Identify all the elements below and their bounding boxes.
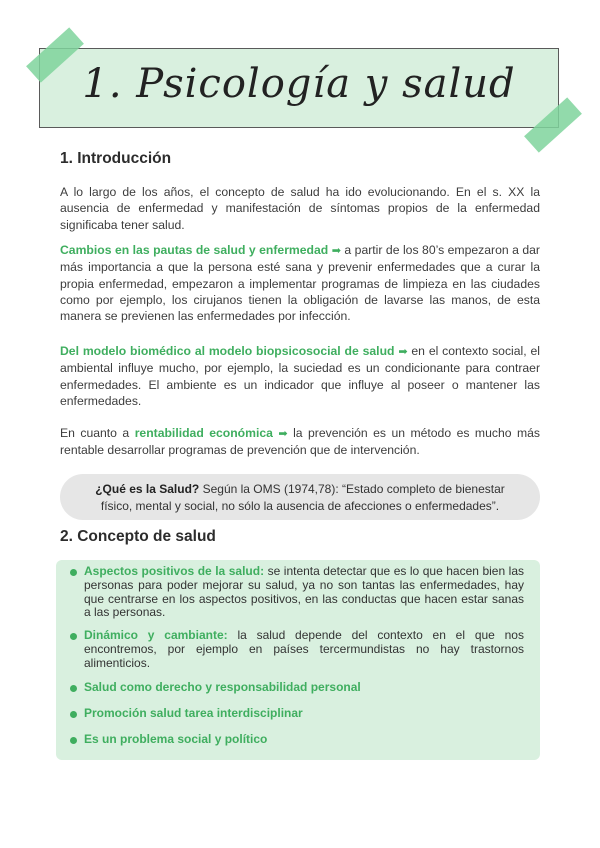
list-item-text: la salud depende del contexto en el que nos encontremos, por ejemplo en países tercermundistas no hay trastornos alimenticios. [84, 628, 524, 670]
list-item-label: Dinámico y cambiante: [84, 628, 228, 642]
rentabilidad-prefix: En cuanto a [60, 426, 130, 440]
oms-question: ¿Qué es la Salud? [95, 482, 200, 496]
list-item-label: Es un problema social y político [84, 732, 268, 746]
oms-text: Según la OMS (1974,78): “Estado completo de bienestar físico, mental y social, no sólo la ausencia de afecciones o enfermedades”. [100, 482, 505, 513]
intro-paragraph: A lo largo de los años, el concepto de salud ha ido evolucionando. En el s. XX la ausencia de enfermedad y manifestación de síntomas propios de la enfermedad significaba tener salud. [60, 185, 540, 232]
oms-definition-box [60, 474, 540, 520]
list-item [84, 707, 524, 721]
list-item-text: se intenta detectar que es lo que hacen bien las personas para poder mejorar su salud, ya no son tantas las enfermedades, hay que centrarse en los aspectos positivos, en las conductas que hacen estar sanas a las personas. [84, 564, 524, 620]
rentabilidad-text: la prevención es un método es mucho más rentable desarrollar programas de prevención que de intervención. [60, 426, 540, 458]
modelo-label: Del modelo biomédico al modelo biopsicosocial de salud [60, 344, 395, 358]
bullet-icon [70, 569, 77, 576]
paragraph-modelo [60, 343, 540, 409]
section1-heading: 1. Introducción [60, 150, 172, 167]
list-item-label: Aspectos positivos de la salud: [84, 564, 265, 578]
list-item-label: Salud como derecho y responsabilidad personal [84, 680, 361, 694]
list-item [84, 565, 524, 620]
bullet-icon [70, 685, 77, 692]
list-item-label: Promoción salud tarea interdisciplinar [84, 706, 303, 720]
arrow-right-icon: ➡ [331, 245, 341, 257]
list-item [84, 681, 524, 695]
cambios-text: a partir de los 80’s empezaron a dar más importancia a que la persona esté sana y prevenir enfermedades que a curar la propia enfermedad, empezaron a implementar programas de limpieza en las ciudades como por ejemplo, los cirujanos tienen la obligación de lavarse las manos, de esta manera se previenen las enfermedades por infección. [60, 243, 540, 324]
page-title: 1. Psicología y salud [82, 61, 516, 107]
section2-heading: 2. Concepto de salud [60, 528, 216, 545]
list-item [84, 733, 524, 747]
paragraph-cambios [60, 242, 540, 324]
bullet-icon [70, 737, 77, 744]
bullet-icon [70, 633, 77, 640]
rentabilidad-label: rentabilidad económica [134, 426, 273, 440]
bullet-icon [70, 711, 77, 718]
cambios-label: Cambios en las pautas de salud y enfermedad [60, 243, 329, 257]
paragraph-rentabilidad [60, 425, 540, 459]
title-banner [39, 48, 559, 128]
arrow-right-icon: ➡ [398, 346, 408, 358]
modelo-text: en el contexto social, el ambiental influye mucho, por ejemplo, la suciedad es un condicionante para contraer enfermedades. El ambiente es un indicador que influye al poseer o mantener las enfermedades. [60, 344, 540, 408]
concept-list-box [56, 560, 540, 760]
list-item [84, 629, 524, 670]
arrow-right-icon: ➡ [278, 428, 288, 440]
